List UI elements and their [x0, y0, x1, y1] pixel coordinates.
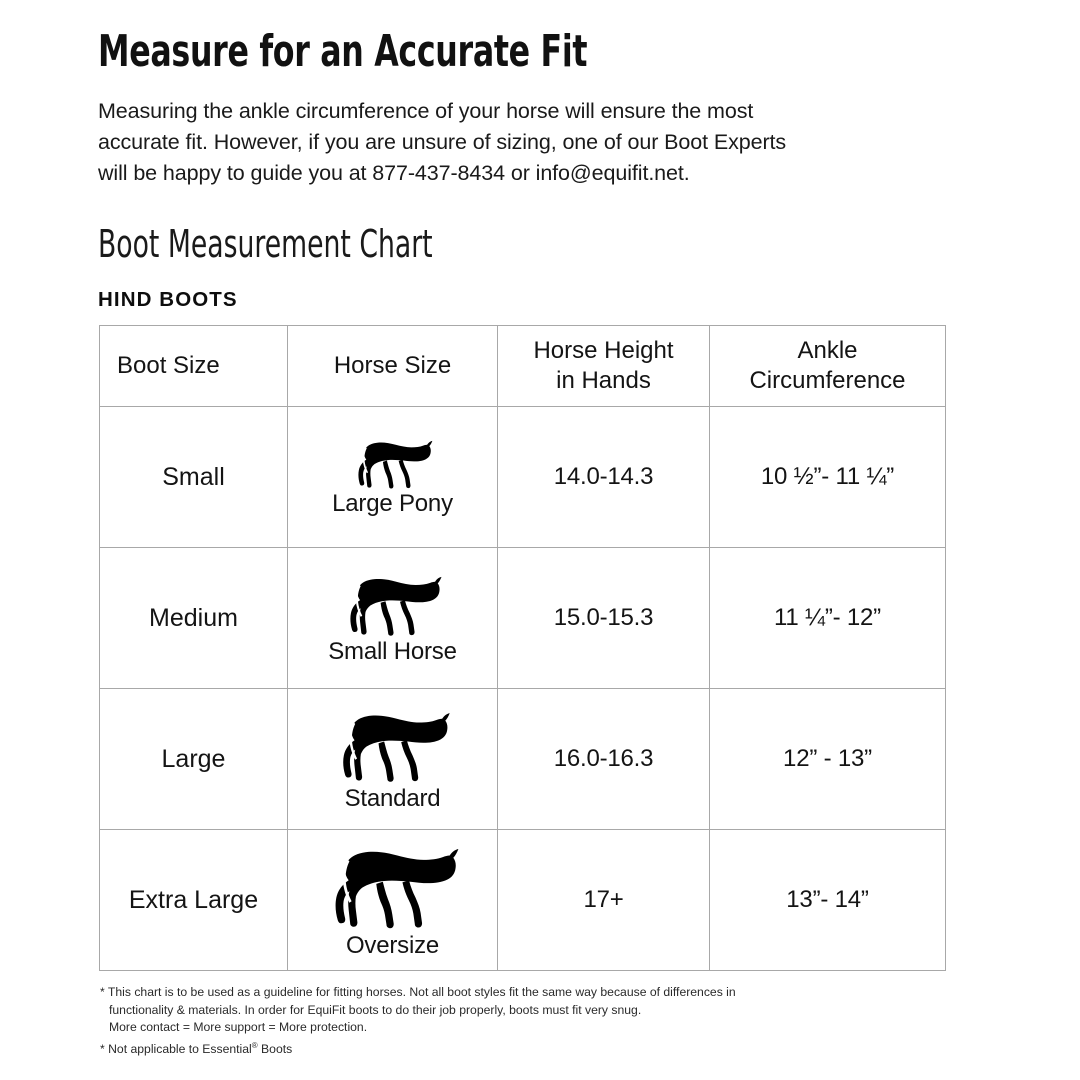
cell-ankle-circumference: 11 ¼”- 12” — [710, 548, 946, 689]
horse-size-label: Small Horse — [328, 637, 457, 665]
cell-boot-size: Small — [100, 407, 288, 548]
column-header-horse-height-line1: Horse Height — [533, 337, 674, 364]
footnote-line-4-text: * Not applicable to Essential — [100, 1041, 252, 1056]
table-header — [100, 326, 946, 407]
cell-horse-height: 16.0-16.3 — [498, 689, 710, 830]
horse-silhouette-icon — [349, 436, 437, 492]
footnote-line-4 — [100, 1037, 800, 1059]
cell-horse-size — [288, 407, 498, 548]
horse-size-label: Oversize — [345, 931, 440, 959]
column-header-boot-size-line1: Boot Size — [117, 352, 220, 379]
footnote-line-4-suffix: Boots — [257, 1041, 293, 1056]
table-row — [100, 689, 946, 830]
intro-line-2: accurate fit. However, if you are unsure of sizing, one of our Boot Experts — [98, 130, 787, 154]
cell-ankle-circumference: 10 ½”- 11 ¼” — [710, 407, 946, 548]
table-header-row — [100, 326, 946, 407]
footnote-line-1: * This chart is to be used as a guideline for fitting horses. Not all boot styles fit the same way because of differences in — [100, 985, 736, 999]
cell-boot-size: Medium — [100, 548, 288, 689]
horse-size-label: Standard — [344, 784, 441, 812]
table-row — [100, 830, 946, 971]
intro-line-3: will be happy to guide you at 877-437-8434 or info@equifit.net. — [98, 161, 690, 185]
column-header-horse-height — [498, 326, 710, 407]
footnote-line-2: functionality & materials. In order for EquiFit boots to do their job properly, boots must fit very snug. — [109, 1002, 642, 1017]
boot-measurement-table — [99, 325, 946, 971]
intro-paragraph — [98, 96, 938, 189]
column-header-horse-height-line2: in Hands — [556, 367, 651, 394]
table-row — [100, 548, 946, 689]
footnotes — [100, 984, 800, 1058]
column-header-ankle-line1: Ankle — [797, 337, 858, 364]
column-header-boot-size — [100, 326, 288, 407]
intro-line-1: Measuring the ankle circumference of your horse will ensure the most — [98, 99, 754, 123]
cell-ankle-circumference: 12” - 13” — [710, 689, 946, 830]
column-header-horse-size — [288, 326, 498, 407]
table-row — [100, 407, 946, 548]
footnote-line-3: More contact = More support = More protection. — [109, 1020, 368, 1035]
cell-boot-size: Large — [100, 689, 288, 830]
section-title: Boot Measurement Chart — [98, 222, 433, 266]
column-header-ankle-line2: Circumference — [749, 367, 906, 394]
cell-horse-size — [288, 830, 498, 971]
cell-ankle-circumference: 13”- 14” — [710, 830, 946, 971]
horse-silhouette-icon — [339, 571, 447, 640]
chart-subtitle: HIND BOOTS — [98, 288, 238, 311]
horse-silhouette-icon — [330, 706, 456, 787]
cell-boot-size: Extra Large — [100, 830, 288, 971]
cell-horse-height: 14.0-14.3 — [498, 407, 710, 548]
cell-horse-height: 15.0-15.3 — [498, 548, 710, 689]
cell-horse-height: 17+ — [498, 830, 710, 971]
cell-horse-size — [288, 548, 498, 689]
page-title: Measure for an Accurate Fit — [98, 26, 588, 77]
table-body — [100, 407, 946, 971]
column-header-horse-size-line1: Horse Size — [333, 352, 452, 379]
cell-horse-size — [288, 689, 498, 830]
horse-size-label: Large Pony — [332, 490, 453, 517]
horse-silhouette-icon — [320, 841, 466, 934]
registered-trademark-icon: ® — [251, 1040, 258, 1050]
column-header-ankle-circumference — [710, 326, 946, 407]
